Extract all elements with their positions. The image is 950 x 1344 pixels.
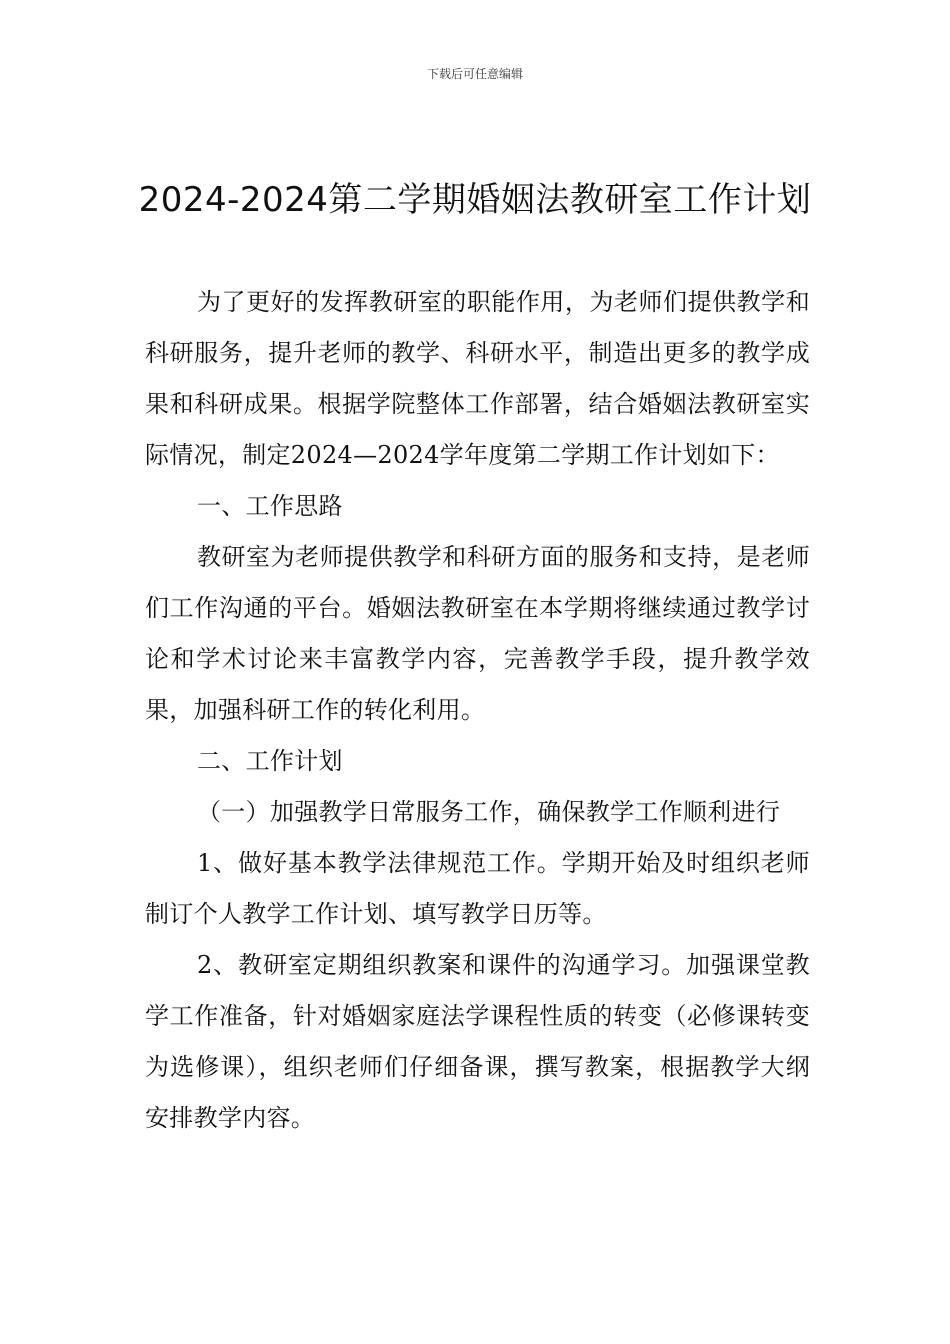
plan-item-2: 2、教研室定期组织教案和课件的沟通学习。加强课堂教学工作准备，针对婚姻家庭法学课程性质的转变（必修课转变为选修课），组织老师们仔细备课，撰写教案，根据教学大纲安排教学内容。	[145, 951, 810, 1132]
document-title: 2024-2024第二学期婚姻法教研室工作计划	[138, 180, 812, 220]
subsection-heading-teaching-service: （一）加强教学日常服务工作，确保教学工作顺利进行	[197, 798, 781, 826]
header-note: 下载后可任意编辑	[426, 67, 523, 81]
section-heading-work-plan: 二、工作计划	[197, 747, 343, 775]
document-body	[145, 277, 810, 1144]
section-heading-work-approach: 一、工作思路	[197, 492, 343, 520]
work-approach-paragraph: 教研室为老师提供教学和科研方面的服务和支持，是老师们工作沟通的平台。婚姻法教研室在本学期将继续通过教学讨论和学术讨论来丰富教学内容，完善教学手段，提升教学效果，加强科研工作的转化利用。	[145, 543, 810, 724]
plan-item-1: 1、做好基本教学法律规范工作。学期开始及时组织老师制订个人教学工作计划、填写教学日历等。	[145, 849, 810, 928]
intro-paragraph: 为了更好的发挥教研室的职能作用，为老师们提供教学和科研服务，提升老师的教学、科研水平，制造出更多的教学成果和科研成果。根据学院整体工作部署，结合婚姻法教研室实际情况，制定2024—2024学年度第二学期工作计划如下：	[145, 288, 810, 469]
